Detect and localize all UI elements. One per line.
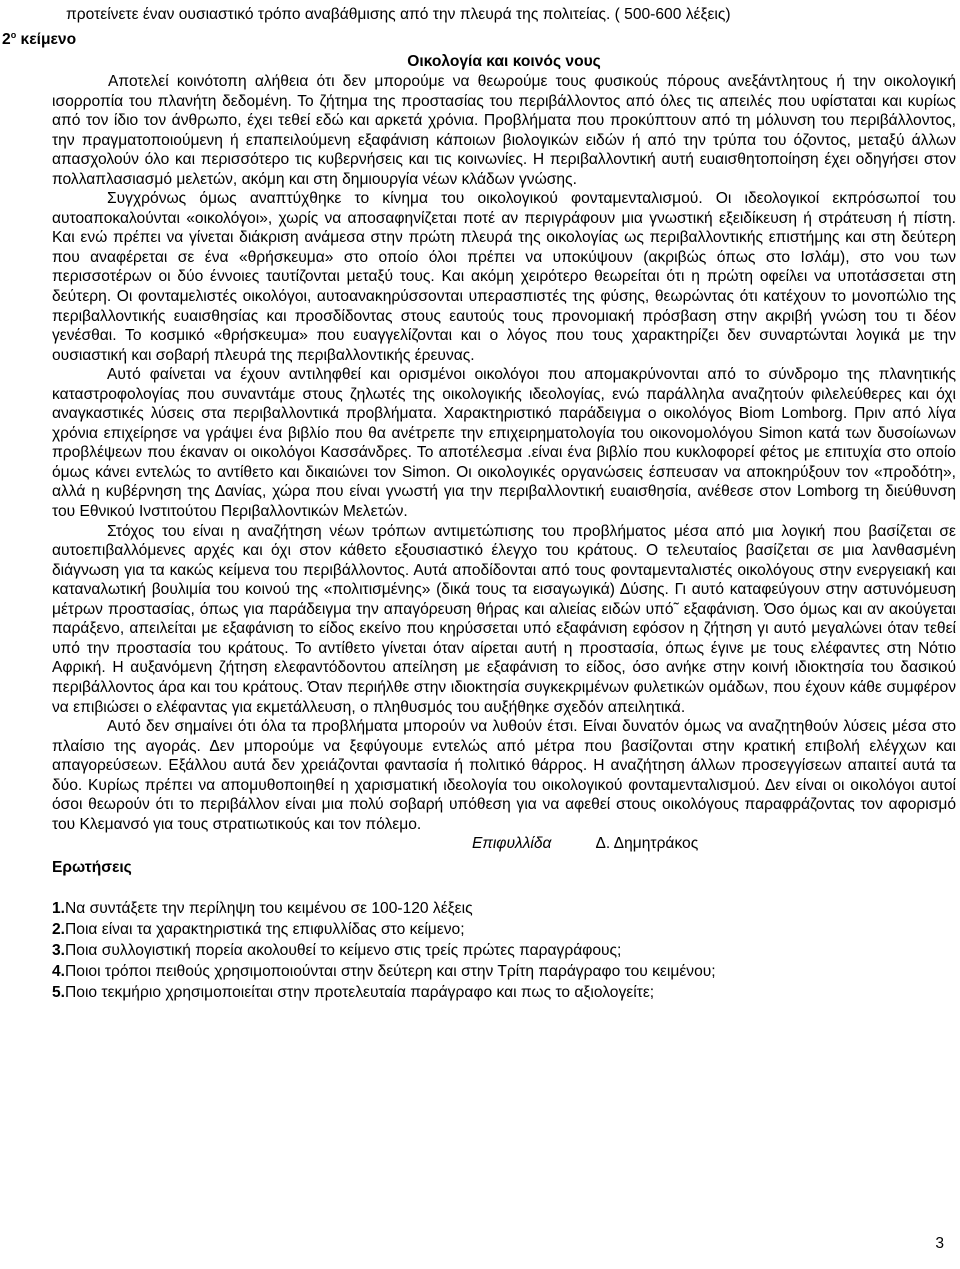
question-item (52, 898, 956, 919)
article-body (52, 72, 956, 834)
paragraph: Συγχρόνως όμως αναπτύχθηκε το κίνημα του οικολογικού φονταμενταλισμού. Οι ιδεολογικοί εκπρόσωποί του αυτοαποκαλούνται «οικολόγοι», χωρίς να αποσαφηνίζεται ποτέ αν περιγράφουν μια γνωστική εξειδίκευση ή στράτευση ή πίστη. Και ενώ πρέπει να γίνεται διάκριση ανάμεσα στην πρώτη πλευρά της οικολογίας ως περιβαλλοντικής επιστήμης και στη δεύτερη που αναφέρεται σε ένα «θρήσκευμα» στο οποίο όλοι πρέπει να υποκύψουν (ακριβώς όπως στο Ισλάμ), στο νου των περισσοτέρων οι δύο έννοιες ταυτίζονται μεταξύ τους. Και ακόμη χειρότερο θεωρείται ότι η πρώτη οφείλει να υποτάσσεται στη δεύτερη. Οι φονταμελιστές οικολόγοι, αυτοανακηρύσσονται υπερασπιστές της φύσης, θεωρώντας ότι κατέχουν το μονοπώλιο της περιβαλλοντικής ευαισθησίας και προσδίδοντας στους εαυτούς τους προνομιακή πρόσβαση στην ακριβή γνώση του τι δέον γενέσθαι. Το κοσμικό «θρήσκευμα» που ευαγγελίζονται και ο λόγος που τους χαρακτηρίζει δεν συναρτώνται λογικά με την ουσιαστική και σοβαρή πλευρά της περιβαλλοντικής έρευνας. (52, 190, 956, 364)
paragraph: Αποτελεί κοινότοπη αλήθεια ότι δεν μπορούμε να θεωρούμε τους φυσικούς πόρους ανεξάντλητους ή την οικολογική ισορροπία του πλανήτη δεδομένη. Το ζήτημα της προστασίας του περιβάλλοντος από όλες τις απειλές που υφίσταται και κυρίως από τον ίδιο τον άνθρωπο, έχει τεθεί εδώ και αρκετά χρόνια. Προβλήματα που προκύπτουν από τη μόλυνση του περιβάλλοντος, την πραγματοποιούμενη ή επαπειλούμενη εξαφάνιση κάποιων βιολογικών ειδών ή από την τρύπα του όζοντος, μεταξύ άλλων απασχολούν όλο και περισσότερο τις κυβερνήσεις και τις κοινωνίες. Η περιβαλλοντική αυτή ευαισθητοποίηση έχει οδηγήσει στον πολλαπλασιασμό μελετών, ακόμη και στη δημιουργία νέων κλάδων γνώσης. (52, 73, 956, 188)
paragraph: Αυτό φαίνεται να έχουν αντιληφθεί και ορισμένοι οικολόγοι που απομακρύνονται από το σύνδρομο της πλανητικής καταστροφολογίας που συναντάμε στους ζηλωτές της οικολογικής ιδεολογίας, ενώ παράλληλα αναζητούν φιλελεύθερες και όχι αναγκαστικές λύσεις στα περιβαλλοντικά προβλήματα. Χαρακτηριστικό παράδειγμα ο οικολόγος Biom Lomborg. Πριν από λίγα χρόνια επιχείρησε να γράψει ένα βιβλίο που θα ανέτρεπε την επιχειρηματολογία του οικονομολόγου Simon κατά των δυσοίωνων προβλέψεων που έκαναν οι οικολόγοι Κασσάνδρες. Το αποτέλεσμα .είναι ένα βιβλίο που κυκλοφορεί φέτος με επιτυχία στο οποίο όμως κάνει εντελώς το αντίθετο και δικαιώνει τον Simon. Οι οικολογικές οργανώσεις έσπευσαν να αποκηρύξουν τον «προδότη», αλλά η κυβέρνηση της Δανίας, χώρα που είναι γνωστή για την περιβαλλοντική ευαισθησία, ανέθεσε στον Lomborg τη διεύθυνση του Εθνικού Ινστιτούτου Περιβαλλοντικών Μελετών. (52, 366, 956, 521)
section-label: κείμενο (16, 31, 77, 48)
questions-heading: Ερωτήσεις (52, 859, 132, 877)
question-item (52, 919, 956, 940)
paragraph: Στόχος του είναι η αναζήτηση νέων τρόπων αντιμετώπισης του προβλήματος μέσα από μια λογική που βασίζεται σε αυτοεπιβαλλόμενες αρχές και όχι στον κάθετο εξουσιαστικό έλεγχο του κράτους. Ο τελευταίος βασίζεται σε μια λανθασμένη διάγνωση για τα κακώς κείμενα του περιβάλλοντος. Αυτά αποδίδονται από τους φονταμενταλιστές οικολόγους στην ενεργειακή και καταναλωτική βουλιμία του κοινού της «πολιτισμένης» (δικά τους τα εισαγωγικά) Δύσης. Γι αυτό καταφεύγουν στην αστυνόμευση μέτρων προστασίας, όπως για παράδειγμα την απαγόρευση θήρας και αλιείας ειδών υπό˜ εξαφάνιση. Όσο όμως και αν ακούγεται παράξενο, απειλείται με εξαφάνιση το είδος εκείνο που κηρύσσεται υπό εξαφάνιση εφόσον η ζήτηση γι αυτό μεγαλώνει όταν τεθεί υπό την προστασία του κράτους. Το αντίθετο γίνεται όταν αίρεται αυτή η προστασία, όπως έγινε με τους ελέφαντες στη Νότιο Αφρική. Η αυξανόμενη ζήτηση ελεφαντόδοντου απείληση με εξαφάνιση το είδος, όσο ανήκε στην κοινή ιδιοκτησία του δασικού περιβάλλοντος άρα και του κράτους. Όταν περιήλθε στην ιδιοκτησία συγκεκριμένων φυλετικών ομάδων, που έχουν κάθε συμφέρον να επιβιώσει ο ελέφαντας για εκμετάλλευση, ο πληθυσμός του αυξήθηκε σχεδόν απειλητικά. (52, 522, 956, 716)
question-item (52, 940, 956, 961)
article-title: Οικολογία και κοινός νους (407, 53, 601, 70)
question-number: 1. (52, 900, 66, 918)
paragraph: Αυτό δεν σημαίνει ότι όλα τα προβλήματα μπορούν να λυθούν έτσι. Είναι δυνατόν όμως να αναζητηθούν λύσεις μέσα στο πλαίσιο της αγοράς. Δεν μπορούμε να ξεφύγουμε εντελώς από μέτρα που βασίζονται στην κρατική επιβολή ελέγχων και απαγορεύσεων. Εξάλλου αυτά δεν χρειάζονται φαντασία ή πολιτικό θάρρος. Η αναζήτηση άλλων προσεγγίσεων απαιτεί αυτά τα δύο. Κυρίως πρέπει να απομυθοποιηθεί η χαρισματική ιδεολογία του οικολογικού φονταμενταλισμού. Δεν είναι οι οικολόγοι αυτοί όσοι θεωρούν ότι το περιβάλλον είναι μια πολύ σοβαρή υπόθεση για να αφεθεί στους οικολόγους παραφράζοντας τον αφορισμό του Κλεμανσό για τους στρατιωτικούς και τον πόλεμο. (52, 718, 956, 833)
question-number: 5. (52, 984, 66, 1002)
question-item (52, 982, 956, 1003)
question-text: Ποιοι τρόποι πειθούς χρησιμοποιούνται στην δεύτερη και στην Τρίτη παράγραφο του κειμένου; (65, 963, 716, 981)
author-name: Δ. Δημητράκος (595, 835, 699, 853)
question-number: 2. (52, 921, 66, 939)
signature-line (472, 834, 956, 854)
question-text: Να συντάξετε την περίληψη του κειμένου σε 100-120 λέξεις (65, 900, 473, 918)
question-text: Ποια είναι τα χαρακτηριστικά της επιφυλλίδας στο κείμενο; (65, 921, 465, 939)
questions-list (52, 898, 956, 1003)
intro-line: προτείνετε έναν ουσιαστικό τρόπο αναβάθμισης από την πλευρά της πολιτείας. ( 500-600 λέξεις) (66, 6, 731, 23)
section-heading (2, 25, 956, 50)
question-text: Ποια συλλογιστική πορεία ακολουθεί το κείμενο στις τρείς πρώτες παραγράφους; (65, 942, 622, 960)
section-ordinal: ο (10, 30, 17, 40)
source-label: Επιφυλλίδα (472, 835, 552, 853)
page-number: 3 (935, 1235, 944, 1252)
question-number: 4. (52, 963, 66, 981)
document-page (2, 0, 956, 1003)
question-item (52, 961, 956, 982)
section-number: 2 (2, 31, 11, 48)
question-number: 3. (52, 942, 66, 960)
question-text: Ποιο τεκμήριο χρησιμοποιείται στην προτελευταία παράγραφο και πως το αξιολογείτε; (65, 984, 655, 1002)
